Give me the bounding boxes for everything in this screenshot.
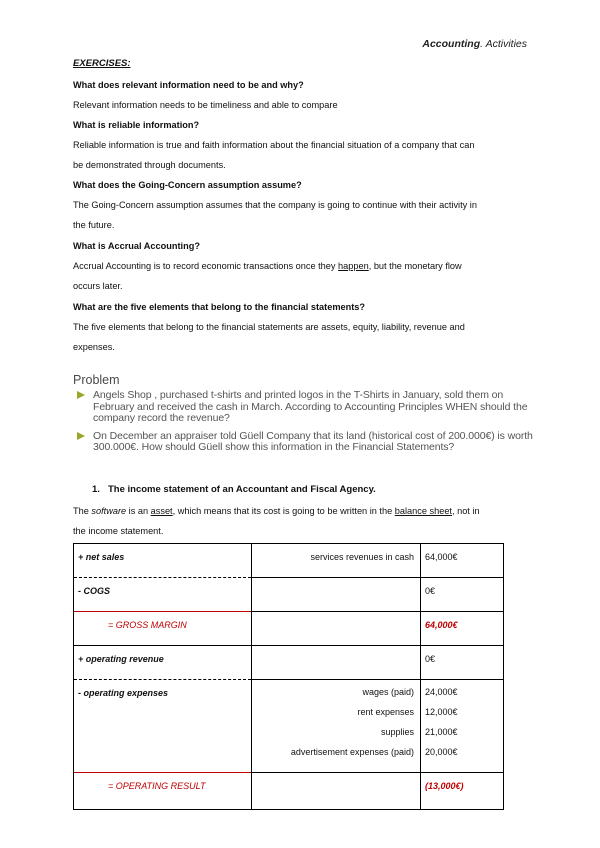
answer-pre: Accrual Accounting is to record economic transactions once they: [73, 261, 339, 271]
question: What is Accrual Accounting?: [73, 241, 200, 251]
row-item: [252, 612, 421, 646]
answer-line: The Going-Concern assumption assumes that the company is going to continue with their activity in: [73, 200, 477, 210]
row-item: services revenues in cash: [252, 544, 421, 578]
problem-text: Angels Shop , purchased t-shirts and printed logos in the T-Shirts in January, sold them on February and received the cash in March. According to Accounting Principles WHEN should the company record the revenue?: [93, 389, 528, 424]
row-label: = OPERATING RESULT: [74, 773, 252, 810]
exercise-2: [73, 115, 533, 175]
section-title: The income statement of an Accountant and Fiscal Agency.: [108, 484, 376, 495]
expense-value: 12,000€: [425, 707, 458, 717]
text-underlined: asset: [150, 506, 173, 516]
text-span: is an: [126, 506, 151, 516]
expense-value: 21,000€: [425, 727, 458, 737]
row-label: = GROSS MARGIN: [74, 612, 252, 646]
expense-item: advertisement expenses (paid): [290, 747, 414, 757]
exercise-3: [73, 175, 533, 235]
question: What does the Going-Concern assumption assume?: [73, 180, 302, 190]
paragraph-line: [73, 501, 533, 521]
text-span: , which means that its cost is going to be written in the: [172, 506, 395, 516]
section-paragraph: [73, 501, 533, 541]
answer-line: Relevant information needs to be timeliness and able to compare: [73, 100, 338, 110]
expense-item: supplies: [380, 727, 414, 737]
row-value: 0€: [421, 578, 504, 612]
answer-line: the future.: [73, 220, 115, 230]
answer-line: expenses.: [73, 342, 115, 352]
table-row: [74, 612, 504, 646]
text-span: , not in: [451, 506, 480, 516]
answer-line: occurs later.: [73, 281, 123, 291]
question: What does relevant information need to be and why?: [73, 80, 304, 90]
table-row: [74, 578, 504, 612]
table-row: [74, 680, 504, 773]
row-value: 64,000€: [421, 544, 504, 578]
row-items: [252, 680, 421, 773]
expense-item: rent expenses: [357, 707, 414, 717]
row-label: - COGS: [74, 578, 252, 612]
income-statement-table: [73, 543, 504, 810]
section-number: 1.: [92, 484, 100, 495]
exercise-5: [73, 297, 533, 357]
exercise-1: [73, 75, 533, 115]
row-value: 64,000€: [421, 612, 504, 646]
answer-post: , but the monetary flow: [368, 261, 462, 271]
paragraph-line: the income statement.: [73, 526, 164, 536]
section-heading: [92, 484, 376, 495]
row-value: (13,000€): [421, 773, 504, 810]
answer-underlined: happen: [338, 261, 369, 271]
text-italic: software: [91, 506, 127, 516]
header-title-bold: Accounting: [422, 38, 481, 50]
table-row: [74, 544, 504, 578]
page-header: [422, 38, 527, 50]
answer-line: be demonstrated through documents.: [73, 160, 226, 170]
row-label: - operating expenses: [74, 680, 252, 773]
problem-title: Problem: [73, 373, 120, 387]
table-row: [74, 646, 504, 680]
exercises-heading: EXERCISES:: [73, 58, 131, 69]
expense-value: 20,000€: [425, 747, 458, 757]
triangle-bullet-icon: [77, 432, 85, 440]
row-label: + operating revenue: [74, 646, 252, 680]
problem-text: On December an appraiser told Güell Company that its land (historical cost of 200.000€) is worth 300.000€. How should Güell show this information in the Financial Statements?: [93, 429, 533, 453]
row-item: [252, 773, 421, 810]
problem-item: [73, 390, 533, 425]
answer-line: [73, 256, 533, 276]
question: What is reliable information?: [73, 120, 200, 130]
problem-slide: [73, 373, 533, 460]
table-row: [74, 773, 504, 810]
text-span: The: [73, 506, 92, 516]
answer-line: Reliable information is true and faith information about the financial situation of a company that can: [73, 140, 475, 150]
expense-item: wages (paid): [362, 687, 414, 697]
question: What are the five elements that belong to the financial statements?: [73, 302, 366, 312]
row-item: [252, 578, 421, 612]
row-item: [252, 646, 421, 680]
row-label: + net sales: [74, 544, 252, 578]
expense-value: 24,000€: [425, 687, 458, 697]
exercise-4: [73, 236, 533, 296]
answer-line: The five elements that belong to the financial statements are assets, equity, liability, revenue and: [73, 322, 465, 332]
row-value: 0€: [421, 646, 504, 680]
header-title-rest: . Activities: [480, 38, 527, 50]
row-values: [421, 680, 504, 773]
triangle-bullet-icon: [77, 391, 85, 399]
problem-item: [73, 431, 533, 454]
text-underlined: balance sheet: [394, 506, 452, 516]
